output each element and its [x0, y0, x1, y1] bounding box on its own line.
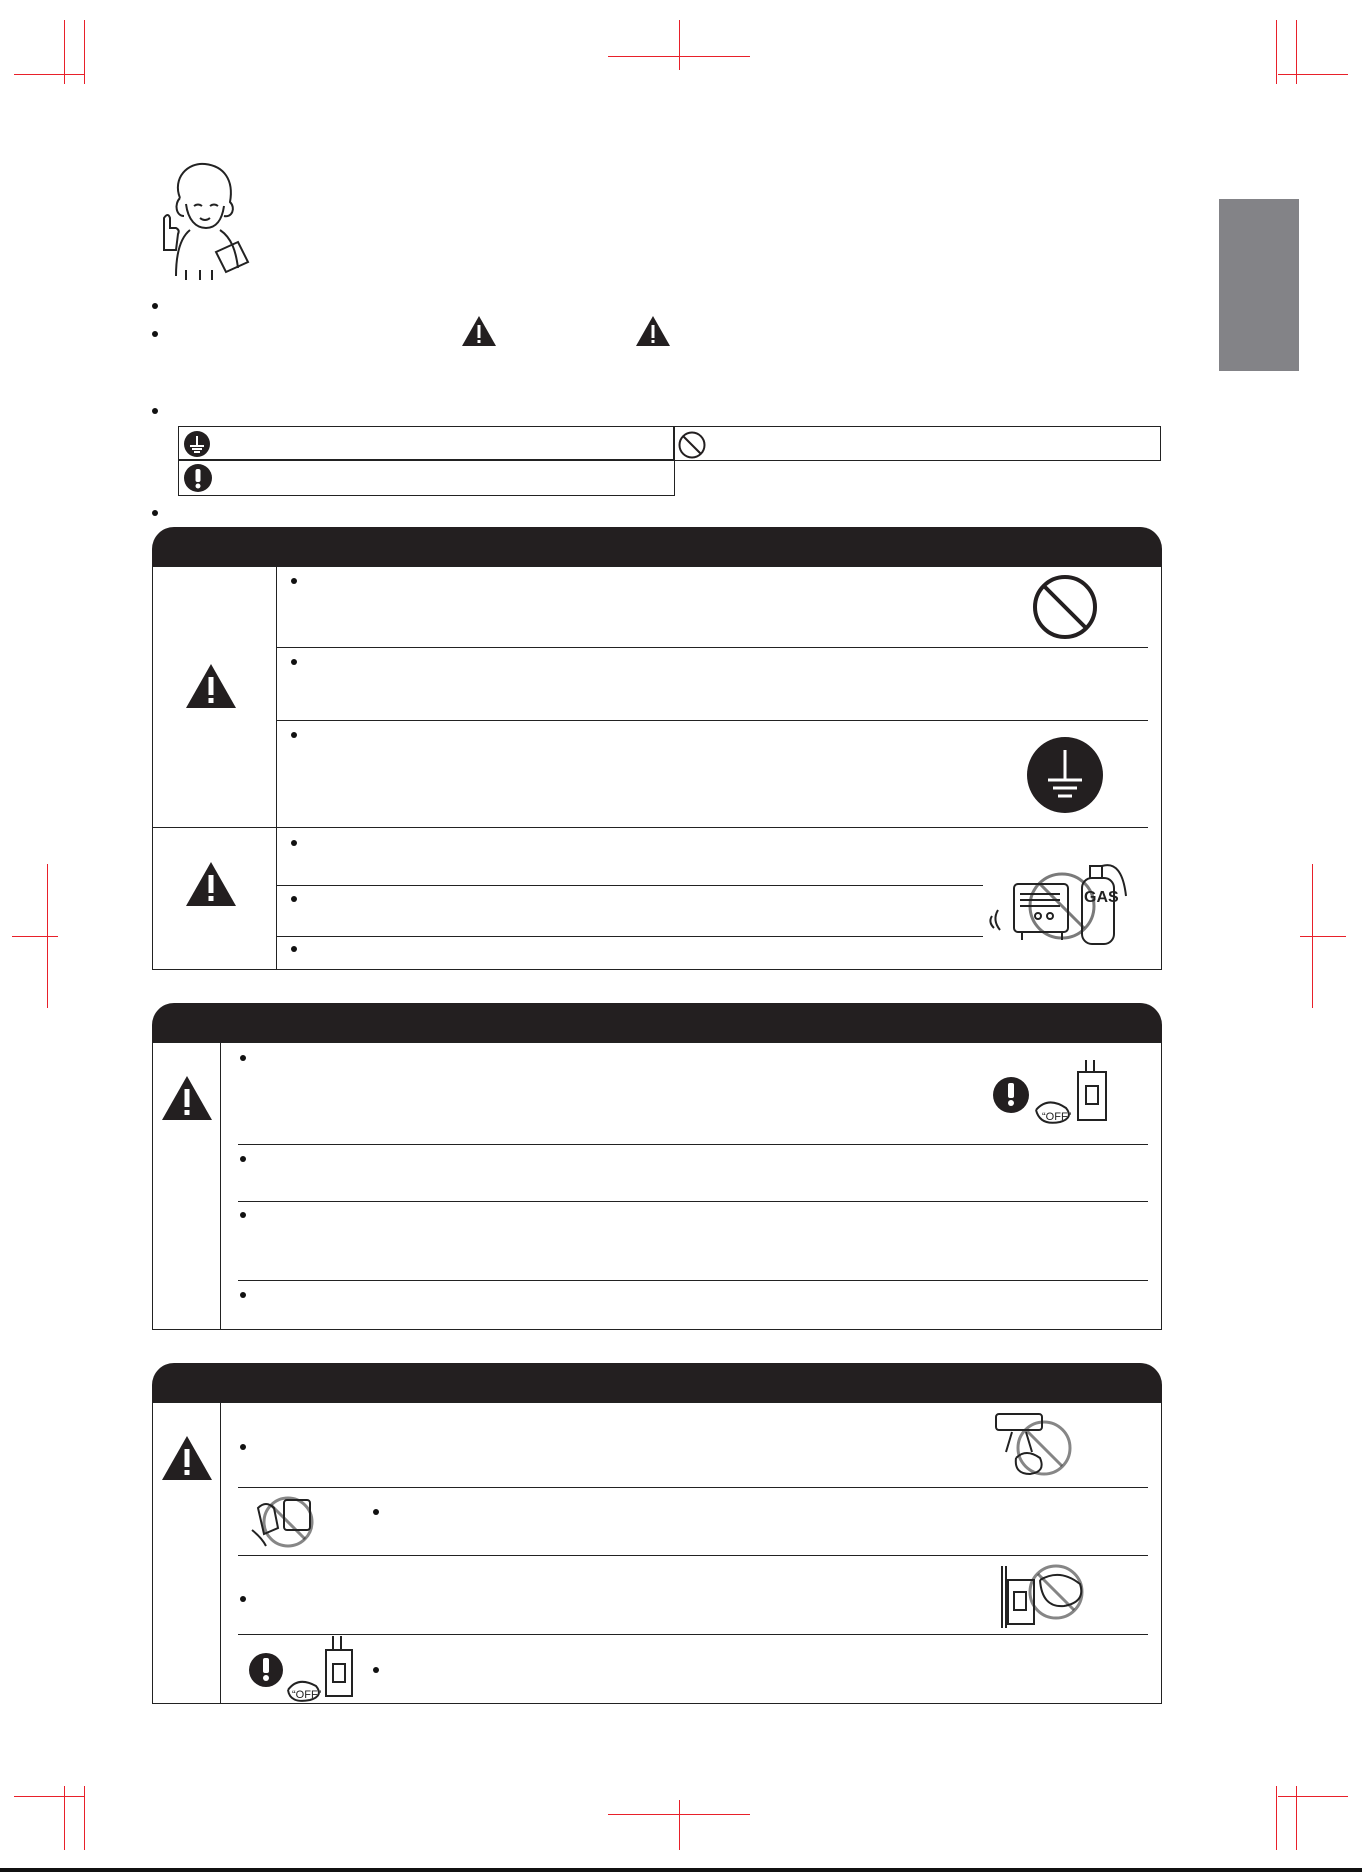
mandatory-icon	[183, 463, 213, 493]
intro-bullet-4	[152, 510, 158, 516]
list-item	[240, 1292, 246, 1298]
instructor-mascot-illustration	[150, 158, 250, 284]
warning-triangle-icon	[184, 662, 238, 710]
ground-icon	[183, 430, 211, 458]
gas-leak-illustration	[986, 850, 1136, 950]
ground-icon	[1026, 736, 1104, 814]
indoor-unit-prohibit-illustration	[992, 1408, 1082, 1482]
section-header	[152, 527, 1162, 567]
warning-triangle-icon	[184, 860, 238, 908]
breaker-wet-hand-prohibit-illustration	[996, 1562, 1088, 1632]
list-item	[291, 659, 297, 665]
breaker-off-illustration	[990, 1058, 1120, 1126]
warning-triangle-icon	[634, 314, 672, 348]
list-item	[291, 578, 297, 584]
warning-triangle-icon	[160, 1074, 214, 1122]
intro-bullet-3	[152, 408, 158, 414]
intro-bullet-1	[152, 303, 158, 309]
prohibit-icon	[1030, 572, 1100, 642]
list-item	[373, 1509, 379, 1515]
list-item	[291, 946, 297, 952]
prohibit-icon	[677, 430, 707, 460]
breaker-off-illustration	[248, 1634, 358, 1702]
section-header	[152, 1363, 1162, 1403]
list-item	[240, 1156, 246, 1162]
off-label: “OFF”	[1042, 1111, 1072, 1123]
list-item	[240, 1055, 246, 1061]
legend-mandatory	[178, 459, 675, 496]
section-tab	[1219, 199, 1299, 371]
list-item	[291, 840, 297, 846]
list-item	[373, 1667, 379, 1673]
page-bottom-edge	[0, 1868, 1362, 1872]
list-item	[291, 896, 297, 902]
section-header	[152, 1003, 1162, 1043]
legend-ground	[178, 426, 675, 461]
gas-label: GAS	[1084, 889, 1119, 906]
list-item	[240, 1444, 246, 1450]
list-item	[240, 1596, 246, 1602]
intro-bullet-2	[152, 331, 158, 337]
list-item	[240, 1212, 246, 1218]
off-label: “OFF”	[292, 1689, 322, 1701]
spray-prohibit-illustration	[248, 1490, 328, 1552]
legend-prohibit	[673, 426, 1161, 461]
warning-triangle-icon	[460, 314, 498, 348]
list-item	[291, 732, 297, 738]
warning-triangle-icon	[160, 1434, 214, 1482]
